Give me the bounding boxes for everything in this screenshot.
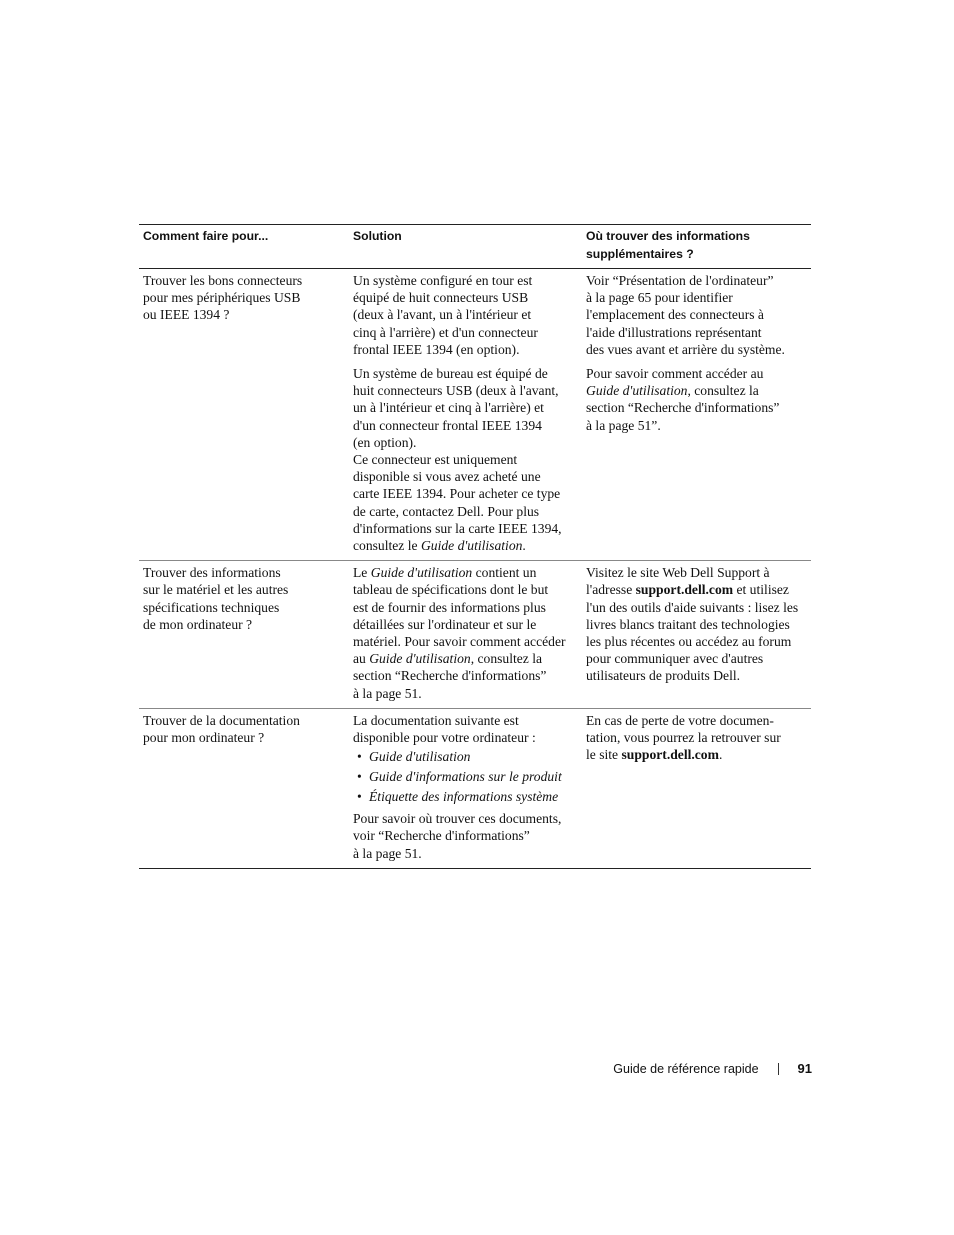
- header-solution: Solution: [353, 229, 402, 243]
- info-paragraph: Voir “Présentation de l'ordinateur” à la page 65 pour identifier l'emplacement des connecteurs à l'aide d'illustrations représentant des vues avant et arrière du système.: [586, 273, 785, 357]
- solution-paragraph: Ce connecteur est uniquement disponible si vous avez acheté une carte IEEE 1394. Pour acheter ce type de carte, contactez Dell. Pour plus d'informations sur la carte IEEE 1394, consultez le Guide d'utilisation.: [353, 452, 562, 554]
- page-number: 91: [797, 1061, 812, 1076]
- table-header: [139, 225, 811, 269]
- table-row: [139, 269, 811, 561]
- list-item: • Étiquette des informations système: [357, 789, 559, 805]
- solution-cell: [349, 712, 582, 862]
- info-cell: [582, 564, 811, 702]
- table-row: [139, 561, 811, 709]
- table-row: [139, 709, 811, 869]
- solution-paragraph: La documentation suivante est disponible pour votre ordinateur :: [353, 712, 536, 746]
- info-paragraph: Pour savoir comment accéder au Guide d'utilisation, consultez la section “Recherche d'informations” à la page 51”.: [586, 366, 780, 433]
- document-list: [353, 748, 582, 805]
- task-cell: Trouver des informations sur le matériel et les autres spécifications techniques de mon ordinateur ?: [143, 565, 289, 632]
- footer-divider: [778, 1063, 779, 1075]
- solution-cell: [349, 564, 582, 702]
- header-more-info-line2: supplémentaires ?: [586, 246, 694, 261]
- support-link: support.dell.com: [621, 747, 719, 763]
- task-cell: Trouver de la documentation pour mon ordinateur ?: [143, 712, 300, 746]
- header-more-info: [582, 228, 811, 263]
- solution-paragraph: Pour savoir où trouver ces documents, voir “Recherche d'informations” à la page 51.: [353, 811, 562, 861]
- info-table: [139, 224, 811, 869]
- info-paragraph: En cas de perte de votre documen- tation, vous pourrez la retrouver sur le site support.dell.com.: [586, 712, 781, 763]
- list-item: • Guide d'informations sur le produit: [357, 769, 562, 785]
- footer-title: Guide de référence rapide: [613, 1061, 759, 1076]
- solution-cell: [349, 272, 582, 554]
- list-item: • Guide d'utilisation: [357, 749, 471, 765]
- solution-paragraph: Un système de bureau est équipé de huit connecteurs USB (deux à l'avant, un à l'intérieur et cinq à l'arrière) et d'un connecteur frontal IEEE 1394 (en option).: [353, 366, 559, 450]
- bullet-icon: •: [357, 749, 362, 765]
- info-paragraph: Visitez le site Web Dell Support à l'adresse support.dell.com et utilisez l'un des outils d'aide suivants : lisez les livres blancs traitant des technologies les plus récentes ou accédez au forum pour communiquer avec d'autres utilisateurs de produits Dell.: [586, 565, 799, 684]
- solution-paragraph: Un système configuré en tour est équipé de huit connecteurs USB (deux à l'avant, un à l'intérieur et cinq à l'arrière) et d'un connecteur frontal IEEE 1394 (en option).: [353, 273, 538, 357]
- bullet-icon: •: [357, 769, 362, 785]
- solution-paragraph: Le Guide d'utilisation contient un tableau de spécifications dont le but est de fournir des informations plus détaillées sur l'ordinateur et sur le matériel. Pour savoir comment accéder au Guide d'utilisation, consultez la section “Recherche d'informations” à la page 51.: [353, 565, 566, 701]
- info-cell: [582, 712, 811, 862]
- bullet-icon: •: [357, 789, 362, 805]
- header-task: Comment faire pour...: [143, 229, 269, 243]
- info-cell: [582, 272, 811, 554]
- header-more-info-line1: Où trouver des informations: [586, 229, 750, 243]
- support-link: support.dell.com: [635, 582, 734, 598]
- task-cell: Trouver les bons connecteurs pour mes périphériques USB ou IEEE 1394 ?: [143, 273, 303, 323]
- page-footer: [613, 1061, 812, 1076]
